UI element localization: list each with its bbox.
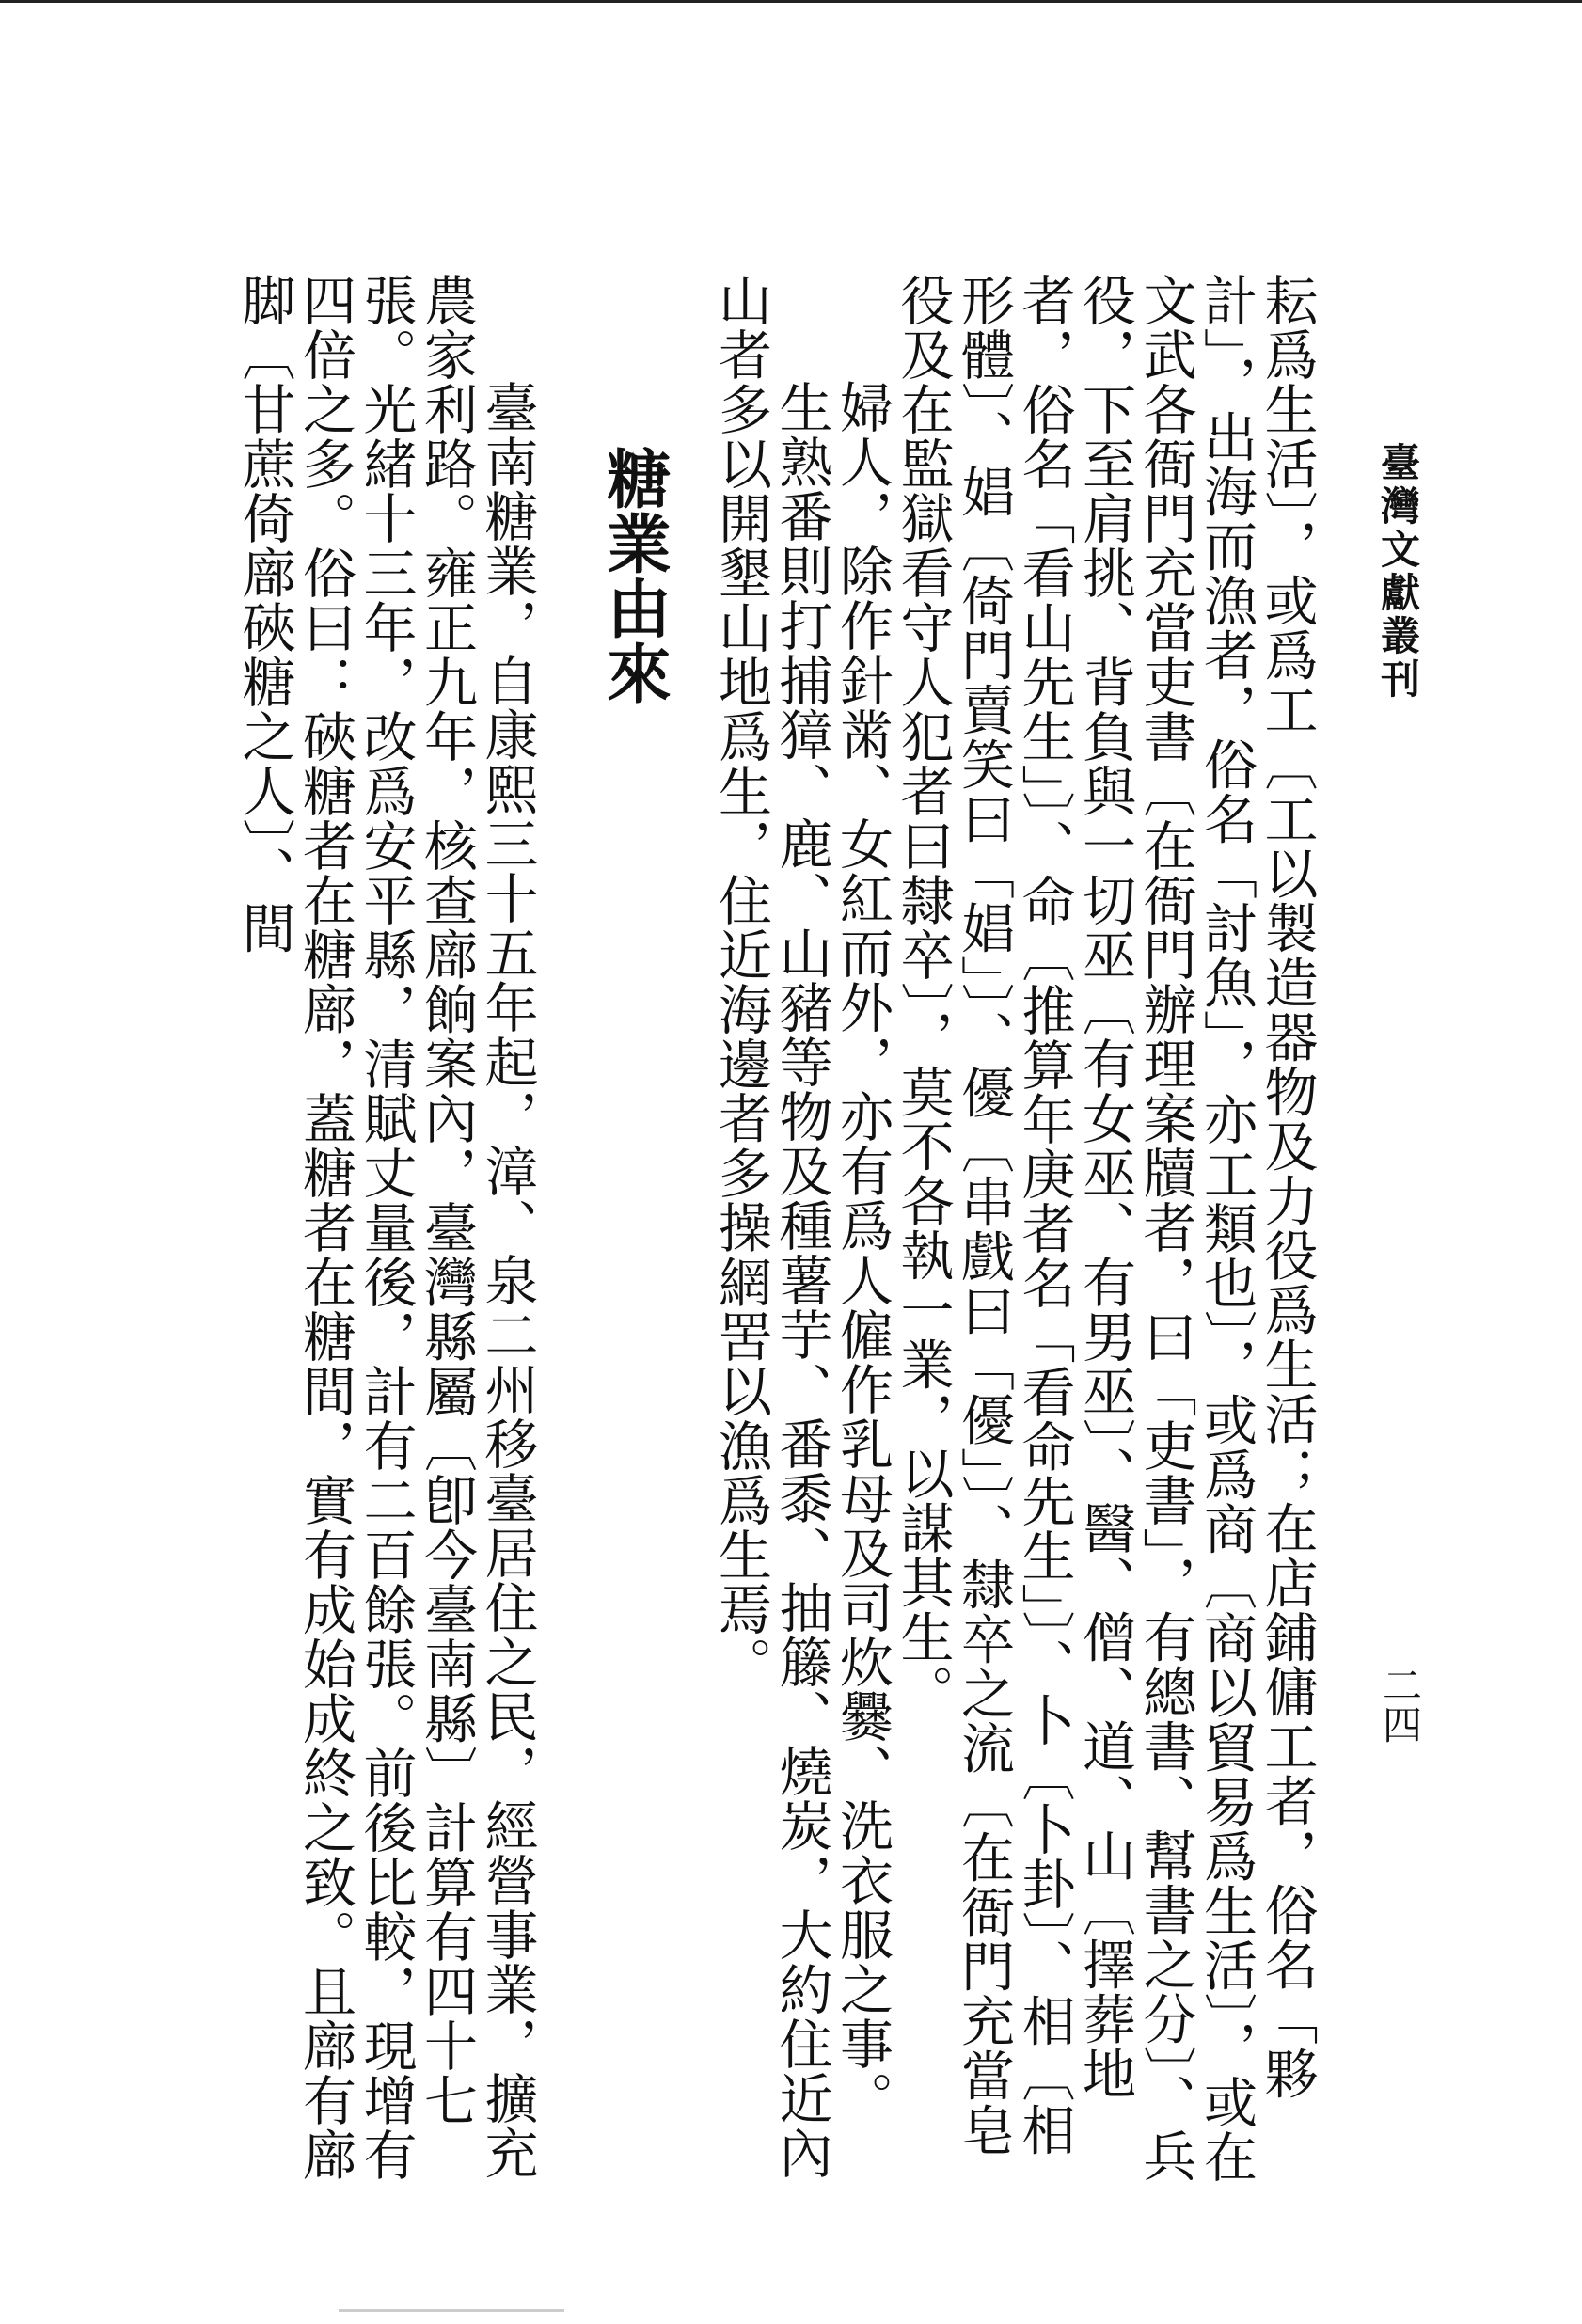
paragraph-women-work: 婦人，除作針黹、女紅而外，亦有爲人僱作乳母及司炊爨、洗衣服之事。 bbox=[831, 380, 894, 2126]
scan-mark bbox=[339, 2309, 564, 2312]
vertical-body-text bbox=[234, 273, 1318, 2201]
section-heading-sugar-industry: 糖業由來 bbox=[596, 445, 672, 705]
paragraph-occupations: 耘爲生活〕，或爲工〔工以製造器物及力役爲生活；在店鋪傭工者，俗名「夥計」，出海而漁者，俗名「討魚」，亦工類也〕，或爲商〔商以貿易爲生活〕，或在文武各衙門充當吏書〔在衙門辦理案牘者，曰「吏書」，有總書、幫書之分〕、兵役，下至肩挑、背負與一切巫〔有女巫、有男巫〕、醫、僧、道、山〔擇葬地者，俗名「看山先生」〕、命〔推算年庚者名「看命先生」〕、卜〔卜卦〕、相〔相形體〕、娼〔倚門賣笑曰「娼」〕、優〔串戲曰「優」〕、隸卒之流〔在衙門充當皂役及在監獄看守人犯者曰隸卒〕，莫不各執一業，以謀其生。 bbox=[892, 273, 1318, 2184]
running-header-title: 臺灣文獻叢刊 bbox=[1375, 442, 1421, 702]
paragraph-sugar-industry: 臺南糖業，自康熙三十五年起，漳、泉二州移臺居住之民，經營事業，擴充農家利路。雍正九年，核查廍餉案內，臺灣縣屬〔卽今臺南縣〕計算有四十七張。光緒十三年，改爲安平縣，清賦丈量後，計有二百餘張。前後比較，現增有四倍之多。俗曰：硤糖者在糖廍，蓋糖者在糖間，實有成始成終之致。且廍有廍脚〔甘蔗倚廍硤糖之人〕、間 bbox=[233, 273, 538, 2182]
paragraph-aboriginal-livelihood: 生熟番則打捕獐、鹿、山豬等物及種薯芋、番黍、抽籐、燒炭，大約住近內山者多以開墾山地爲生，住近海邊者多操網罟以漁爲生焉。 bbox=[709, 273, 832, 2180]
top-border-line bbox=[0, 0, 1582, 3]
page-number: 二四 bbox=[1377, 1665, 1423, 1744]
